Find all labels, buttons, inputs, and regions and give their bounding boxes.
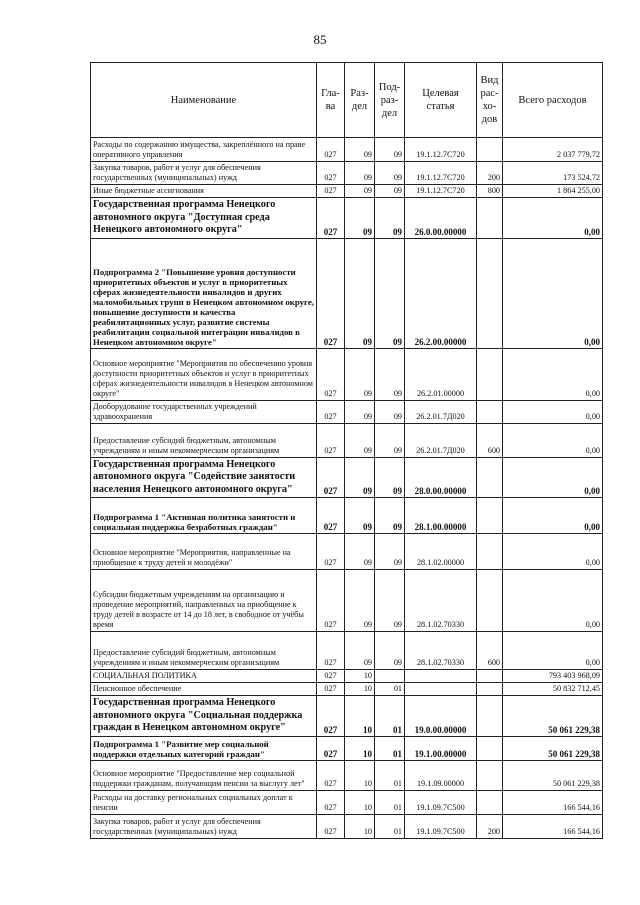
row-expense-type — [477, 683, 503, 696]
row-name: Субсидии бюджетным учреждениям на организацию и проведение мероприятий, направленных на приобщение к труду детей в возрасте от 14 до 18 лет, в свободное от учёбы время — [91, 570, 317, 632]
row-name: Дооборудование государственных учреждений здравоохранения — [91, 400, 317, 423]
row-subsection: 09 — [375, 423, 405, 457]
row-name: Предоставление субсидий бюджетным, автономным учреждениям и иным некоммерческим организациям — [91, 632, 317, 670]
table-row — [91, 185, 603, 198]
row-chapter: 027 — [317, 457, 345, 498]
row-section: 10 — [345, 760, 375, 790]
row-section: 09 — [345, 185, 375, 198]
row-chapter: 027 — [317, 400, 345, 423]
table-row — [91, 760, 603, 790]
row-name: Закупка товаров, работ и услуг для обеспечения государственных (муниципальных) нужд — [91, 814, 317, 838]
header-expense-type: Вид рас- хо- дов — [477, 63, 503, 138]
row-subsection: 09 — [375, 162, 405, 185]
row-section: 10 — [345, 814, 375, 838]
row-total: 0,00 — [503, 457, 603, 498]
row-total: 166 544,16 — [503, 790, 603, 814]
row-expense-type — [477, 348, 503, 400]
row-chapter: 027 — [317, 814, 345, 838]
row-total: 50 061 229,38 — [503, 760, 603, 790]
row-chapter: 027 — [317, 632, 345, 670]
table-row — [91, 400, 603, 423]
row-target: 19.1.12.7С720 — [405, 162, 477, 185]
table-row — [91, 632, 603, 670]
row-subsection: 09 — [375, 185, 405, 198]
page-number: 85 — [313, 32, 327, 47]
row-section: 10 — [345, 790, 375, 814]
row-total: 793 403 968,09 — [503, 670, 603, 683]
row-total: 0,00 — [503, 348, 603, 400]
row-subsection: 09 — [375, 400, 405, 423]
row-subsection: 09 — [375, 198, 405, 239]
row-total: 0,00 — [503, 498, 603, 534]
header-chapter: Гла- ва — [317, 63, 345, 138]
row-total: 0,00 — [503, 534, 603, 570]
row-name: Подпрограмма 1 "Развитие мер социальной поддержки отдельных категорий граждан" — [91, 736, 317, 760]
row-section: 10 — [345, 670, 375, 683]
row-target: 28.0.00.00000 — [405, 457, 477, 498]
row-target: 19.1.09.7С500 — [405, 790, 477, 814]
row-subsection: 09 — [375, 534, 405, 570]
row-section: 10 — [345, 683, 375, 696]
row-expense-type — [477, 736, 503, 760]
row-subsection — [375, 670, 405, 683]
row-expense-type — [477, 498, 503, 534]
row-target: 26.2.01.7Д020 — [405, 400, 477, 423]
row-chapter: 027 — [317, 760, 345, 790]
row-section: 09 — [345, 162, 375, 185]
row-name: Подпрограмма 1 "Активная политика занятости и социальная поддержка безработных граждан" — [91, 498, 317, 534]
row-section: 09 — [345, 570, 375, 632]
row-subsection: 01 — [375, 814, 405, 838]
row-section: 09 — [345, 348, 375, 400]
row-chapter: 027 — [317, 423, 345, 457]
table-row — [91, 696, 603, 737]
table-row — [91, 423, 603, 457]
table-row — [91, 457, 603, 498]
row-total: 1 864 255,00 — [503, 185, 603, 198]
row-section: 10 — [345, 696, 375, 737]
row-chapter: 027 — [317, 683, 345, 696]
row-target: 28.1.02.70330 — [405, 632, 477, 670]
row-chapter: 027 — [317, 185, 345, 198]
row-chapter: 027 — [317, 790, 345, 814]
row-target: 26.2.01.7Д020 — [405, 423, 477, 457]
row-subsection: 09 — [375, 138, 405, 162]
row-subsection: 01 — [375, 790, 405, 814]
header-total: Всего расходов — [503, 63, 603, 138]
row-name: Расходы на доставку региональных социальных доплат к пенсии — [91, 790, 317, 814]
row-name: СОЦИАЛЬНАЯ ПОЛИТИКА — [91, 670, 317, 683]
table-row — [91, 570, 603, 632]
row-total: 50 832 712,45 — [503, 683, 603, 696]
table-row — [91, 670, 603, 683]
row-subsection: 01 — [375, 683, 405, 696]
row-section: 10 — [345, 736, 375, 760]
row-section: 09 — [345, 498, 375, 534]
row-section: 09 — [345, 198, 375, 239]
row-expense-type: 200 — [477, 814, 503, 838]
row-chapter: 027 — [317, 570, 345, 632]
row-name: Основное мероприятие "Предоставление мер социальной поддержки гражданам, получающим пенсии за выслугу лет" — [91, 760, 317, 790]
row-subsection: 09 — [375, 457, 405, 498]
row-target: 26.2.00.00000 — [405, 238, 477, 348]
row-expense-type: 800 — [477, 185, 503, 198]
row-total: 0,00 — [503, 570, 603, 632]
row-total: 0,00 — [503, 238, 603, 348]
row-chapter: 027 — [317, 162, 345, 185]
row-expense-type: 600 — [477, 423, 503, 457]
row-section: 09 — [345, 632, 375, 670]
row-expense-type — [477, 670, 503, 683]
row-section: 09 — [345, 138, 375, 162]
row-section: 09 — [345, 423, 375, 457]
row-chapter: 027 — [317, 534, 345, 570]
row-target: 19.1.09.00000 — [405, 760, 477, 790]
row-expense-type — [477, 534, 503, 570]
row-total: 0,00 — [503, 632, 603, 670]
row-chapter: 027 — [317, 736, 345, 760]
row-section: 09 — [345, 534, 375, 570]
row-expense-type: 600 — [477, 632, 503, 670]
row-target: 28.1.02.00000 — [405, 534, 477, 570]
row-subsection: 01 — [375, 736, 405, 760]
table-row — [91, 790, 603, 814]
row-expense-type — [477, 696, 503, 737]
row-subsection: 01 — [375, 760, 405, 790]
row-total: 166 544,16 — [503, 814, 603, 838]
row-chapter: 027 — [317, 696, 345, 737]
table-row — [91, 683, 603, 696]
header-section: Раз- дел — [345, 63, 375, 138]
row-target: 19.1.09.7С500 — [405, 814, 477, 838]
row-total: 50 061 229,38 — [503, 696, 603, 737]
row-subsection: 09 — [375, 238, 405, 348]
budget-table — [90, 62, 603, 839]
header-subsection: Под- раз- дел — [375, 63, 405, 138]
row-target — [405, 683, 477, 696]
row-subsection: 01 — [375, 696, 405, 737]
row-target — [405, 670, 477, 683]
row-name: Основное мероприятие "Мероприятия, направленные на приобщение к труду детей и молодёжи" — [91, 534, 317, 570]
row-expense-type — [477, 400, 503, 423]
row-total: 173 524,72 — [503, 162, 603, 185]
row-name: Пенсионное обеспечение — [91, 683, 317, 696]
row-total: 0,00 — [503, 198, 603, 239]
row-target: 28.1.00.00000 — [405, 498, 477, 534]
row-target: 19.1.00.00000 — [405, 736, 477, 760]
row-name: Основное мероприятие "Мероприятия по обеспечению уровня доступности приоритетных объектов и услуг в приоритетных сферах жизнедеятельности инвалидов в Ненецком автономном округе" — [91, 348, 317, 400]
row-expense-type — [477, 198, 503, 239]
row-expense-type — [477, 138, 503, 162]
row-total: 50 061 229,38 — [503, 736, 603, 760]
row-subsection: 09 — [375, 348, 405, 400]
header-target: Целевая статья — [405, 63, 477, 138]
table-row — [91, 814, 603, 838]
row-name: Государственная программа Ненецкого автономного округа "Доступная среда Ненецкого автономного округа" — [91, 198, 317, 239]
row-expense-type — [477, 790, 503, 814]
row-subsection: 09 — [375, 632, 405, 670]
table-row — [91, 138, 603, 162]
header-name: Наименование — [91, 63, 317, 138]
table-row — [91, 348, 603, 400]
row-total: 0,00 — [503, 423, 603, 457]
row-section: 09 — [345, 457, 375, 498]
row-chapter: 027 — [317, 238, 345, 348]
row-chapter: 027 — [317, 348, 345, 400]
row-total: 0,00 — [503, 400, 603, 423]
row-section: 09 — [345, 400, 375, 423]
row-subsection: 09 — [375, 498, 405, 534]
row-chapter: 027 — [317, 498, 345, 534]
row-target: 26.2.01.00000 — [405, 348, 477, 400]
table-row — [91, 534, 603, 570]
table-row — [91, 162, 603, 185]
row-target: 19.0.00.00000 — [405, 696, 477, 737]
row-total: 2 037 779,72 — [503, 138, 603, 162]
row-expense-type: 200 — [477, 162, 503, 185]
table-row — [91, 498, 603, 534]
row-section: 09 — [345, 238, 375, 348]
row-name: Иные бюджетные ассигнования — [91, 185, 317, 198]
table-row — [91, 238, 603, 348]
row-name: Расходы по содержанию имущества, закреплённого на праве оперативного управления — [91, 138, 317, 162]
table-header-row — [91, 63, 603, 138]
row-chapter: 027 — [317, 198, 345, 239]
row-expense-type — [477, 238, 503, 348]
row-name: Закупка товаров, работ и услуг для обеспечения государственных (муниципальных) нужд — [91, 162, 317, 185]
row-target: 28.1.02.70330 — [405, 570, 477, 632]
row-target: 26.0.00.00000 — [405, 198, 477, 239]
table-row — [91, 736, 603, 760]
row-name: Государственная программа Ненецкого автономного округа "Социальная поддержка граждан в Ненецком автономном округе" — [91, 696, 317, 737]
row-name: Подпрограмма 2 "Повышение уровня доступности приоритетных объектов и услуг в приоритетных сферах жизнедеятельности инвалидов и других маломобильных групп в Ненецком автономном округе, повышение доступности и качества реабилитационных услуг, развитие системы реабилитации социальной интеграции инвалидов в Ненецком автономном округе" — [91, 238, 317, 348]
row-name: Государственная программа Ненецкого автономного округа "Содействие занятости населения Ненецкого автономного округа" — [91, 457, 317, 498]
row-expense-type — [477, 570, 503, 632]
row-chapter: 027 — [317, 138, 345, 162]
row-chapter: 027 — [317, 670, 345, 683]
row-target: 19.1.12.7С720 — [405, 185, 477, 198]
row-name: Предоставление субсидий бюджетным, автономным учреждениям и иным некоммерческим организациям — [91, 423, 317, 457]
row-expense-type — [477, 457, 503, 498]
row-subsection: 09 — [375, 570, 405, 632]
row-expense-type — [477, 760, 503, 790]
table-row — [91, 198, 603, 239]
row-target: 19.1.12.7С720 — [405, 138, 477, 162]
